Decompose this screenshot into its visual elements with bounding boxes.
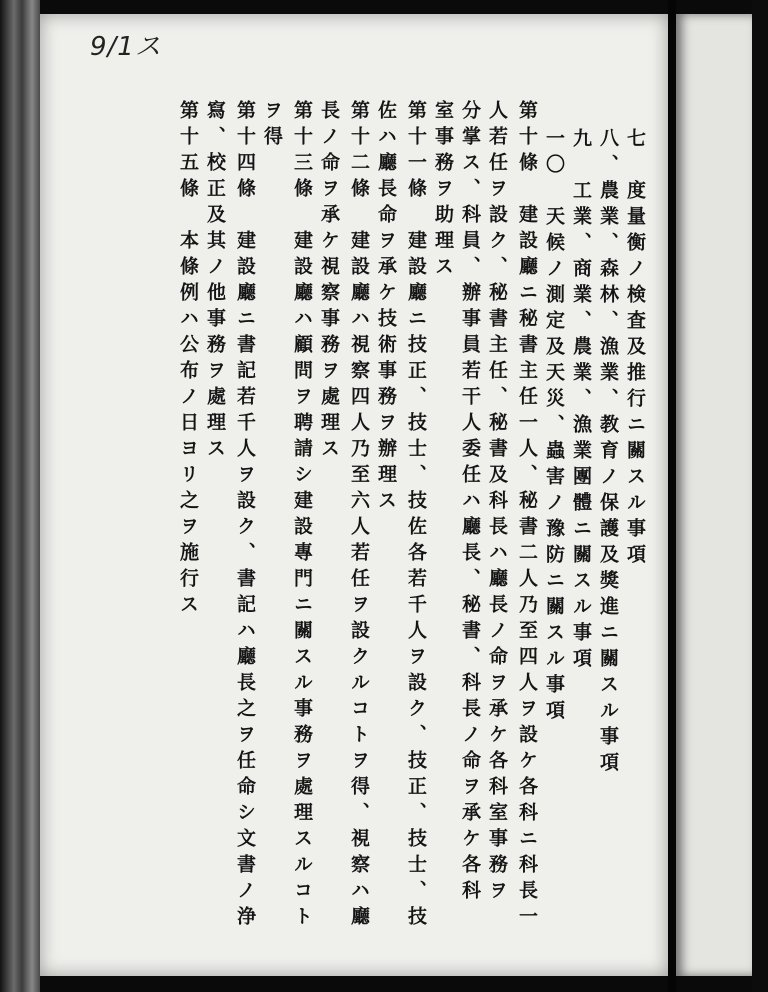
text-line: 分掌ス、科員、辦事員若干人委任ハ廳長、秘書、科長ノ命ヲ承ケ各科 [459, 100, 481, 906]
text-line: 寫、校正及其ノ他事務ヲ處理ス [204, 100, 226, 464]
text-line: 七 度量衡ノ検査及推行ニ關スル事項 [624, 128, 646, 570]
article-line: 第十四條 建設廳ニ書記若千人ヲ設ク、書記ハ廳長之ヲ任命シ文書ノ浄 [234, 100, 256, 932]
article-line: 第十條 建設廳ニ秘書主任一人、秘書二人乃至四人ヲ設ケ各科ニ科長一 [516, 100, 538, 932]
book-binding [0, 0, 40, 992]
page-gap [668, 0, 676, 992]
text-line: 室事務ヲ助理ス [432, 100, 454, 282]
text-line: 長ノ命ヲ承ケ視察事務ヲ處理ス [318, 100, 340, 464]
text-line: 佐ハ廳長命ヲ承ケ技術事務ヲ辦理ス [375, 100, 397, 516]
text-line: 九 工業、商業、農業、漁業團體ニ關スル事項 [570, 128, 592, 674]
scan-right-edge [752, 0, 768, 992]
text-line: ヲ得 [261, 100, 283, 152]
text-line: 人若任ヲ設ク、秘書主任、秘書及科長ハ廳長ノ命ヲ承ケ各科室事務ヲ [486, 100, 508, 906]
handwritten-page-note: 9/1ス [90, 32, 162, 62]
article-line: 第十二條 建設廳ハ視察四人乃至六人若任ヲ設クルコトヲ得、視察ハ廳 [348, 100, 370, 932]
next-page-edge [676, 14, 752, 976]
article-line: 第十一條 建設廳ニ技正、技士、技佐各若千人ヲ設ク、技正、技士、技 [405, 100, 427, 932]
text-line: 八、農業、森林、漁業、教育ノ保護及獎進ニ關スル事項 [597, 128, 619, 778]
text-line: 一〇 天候ノ測定及天災、蟲害ノ豫防ニ關スル事項 [543, 128, 565, 726]
article-line: 第十五條 本條例ハ公布ノ日ヨリ之ヲ施行ス [177, 100, 199, 620]
document-body [171, 100, 648, 932]
article-line: 第十三條 建設廳ハ顧問ヲ聘請シ建設專門ニ關スル事務ヲ處理スルコト [291, 100, 313, 932]
